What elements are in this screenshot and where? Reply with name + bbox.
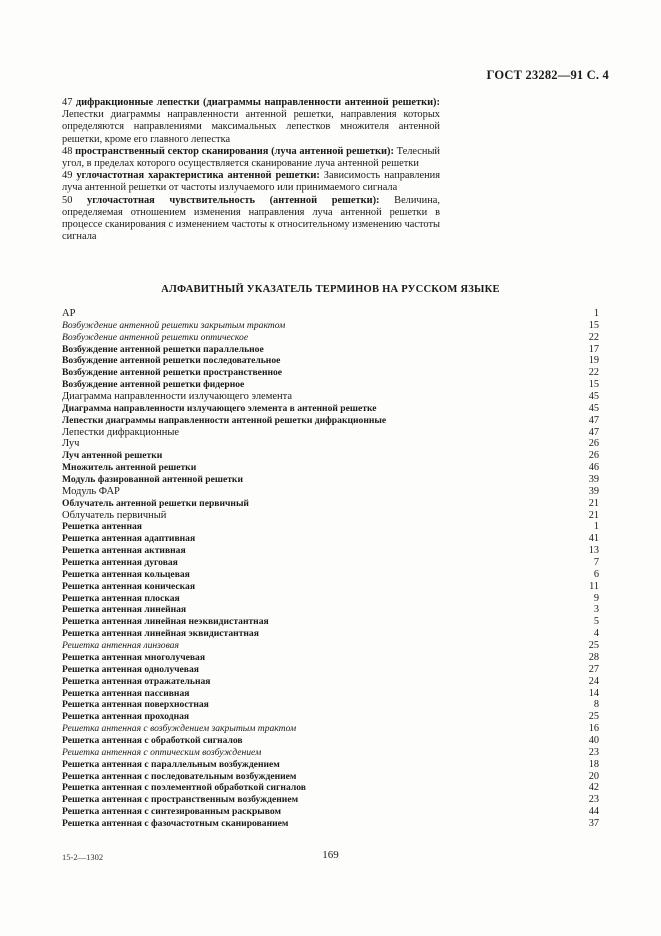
index-entry [62, 415, 599, 427]
index-term: Решетка антенная с возбуждением закрытым трактом [62, 723, 297, 735]
index-page-ref: 1 [593, 308, 599, 319]
index-entry [62, 498, 599, 510]
definition-49 [62, 170, 440, 194]
index-term: Решетка антенная с последовательным возбуждением [62, 770, 297, 782]
index-page-ref: 9 [593, 592, 599, 604]
page-header: ГОСТ 23282—91 С. 4 [486, 68, 609, 82]
index-term: Модуль фазированной антенной решетки [62, 474, 243, 486]
index-page-ref: 27 [588, 663, 599, 675]
index-term: Решетка антенная активная [62, 545, 186, 557]
index-entry [62, 379, 599, 391]
index-entry [62, 391, 599, 403]
index-entry [62, 652, 599, 664]
index-entry [62, 533, 599, 545]
index-entry [62, 723, 599, 735]
index-term: Решетка антенная с фазочастотным сканированием [62, 817, 289, 829]
index-page-ref: 14 [588, 687, 599, 699]
index-entry [62, 759, 599, 771]
footer-print-code: 15-2—1302 [62, 852, 104, 862]
index-page-ref: 20 [588, 770, 599, 782]
index-term: Модуль ФАР [62, 485, 120, 497]
index-entry [62, 367, 599, 379]
index-entry [62, 604, 599, 616]
index-term: Облучатель антенной решетки первичный [62, 497, 249, 509]
index-term: АР [62, 308, 76, 319]
definition-term: углочастотная характеристика антенной решетки: [76, 170, 320, 182]
index-entry [62, 557, 599, 569]
index-term: Возбуждение антенной решетки фидерное [62, 379, 245, 391]
index-page-ref: 23 [588, 794, 599, 806]
definition-text: Зависимость направления луча антенной решетки от частоты излучаемого или принимаемого сигнала [62, 170, 440, 194]
index-term: Решетка антенная с поэлементной обработкой сигналов [62, 782, 306, 794]
index-page-ref: 22 [588, 331, 599, 343]
index-page-ref: 40 [588, 734, 599, 746]
index-page-ref: 37 [588, 817, 599, 829]
index-page-ref: 11 [589, 580, 599, 592]
index-page-ref: 15 [588, 319, 599, 331]
index-entry [62, 332, 599, 344]
index-term: Облучатель первичный [62, 509, 167, 521]
index-term: Решетка антенная пассивная [62, 687, 190, 699]
index-page-ref: 18 [588, 758, 599, 770]
index-entry [62, 616, 599, 628]
index-entry [62, 676, 599, 688]
index-page-ref: 17 [588, 343, 599, 355]
index-page-ref: 5 [593, 616, 599, 628]
index-entry [62, 450, 599, 462]
index-term: Решетка антенная кольцевая [62, 568, 190, 580]
index-page-ref: 23 [588, 746, 599, 758]
index-term: Диаграмма направленности излучающего элемента [62, 391, 293, 403]
definition-48 [62, 146, 440, 170]
index-entry [62, 628, 599, 640]
index-entry [62, 320, 599, 332]
index-term: Решетка антенная с пространственным возбуждением [62, 794, 299, 806]
index-entry [62, 521, 599, 533]
index-page-ref: 46 [588, 462, 599, 474]
index-entry [62, 486, 599, 498]
index-page-ref: 45 [588, 391, 599, 403]
index-term: Решетка антенная с оптическим возбуждением [62, 746, 262, 758]
index-term: Возбуждение антенной решетки последовательное [62, 355, 281, 367]
index-page-ref: 44 [588, 806, 599, 818]
definition-50 [62, 195, 440, 244]
index-page-ref: 4 [593, 628, 599, 640]
index-entry [62, 510, 599, 522]
index-page-ref: 22 [588, 367, 599, 379]
definition-term: дифракционные лепестки (диаграммы направленности антенной решетки): [75, 97, 440, 108]
index-term: Луч антенной решетки [62, 450, 163, 462]
index-term: Лепестки дифракционные [62, 426, 180, 438]
index-term: Решетка антенная отражательная [62, 675, 211, 687]
definition-text: Лепестки диаграммы направленности антенной решетки, направления которых определяются направлениями максимальных лепестков множителя антенной решетки, кроме его главного лепестка [62, 109, 440, 145]
index-entry [62, 581, 599, 593]
index-page-ref: 25 [588, 711, 599, 723]
index-page-ref: 45 [588, 402, 599, 414]
index-page-ref: 42 [588, 782, 599, 794]
index-title: АЛФАВИТНЫЙ УКАЗАТЕЛЬ ТЕРМИНОВ НА РУССКОМ ЯЗЫКЕ [161, 284, 500, 295]
definition-47 [62, 97, 440, 146]
index-term: Решетка антенная однолучевая [62, 663, 199, 675]
index-page-ref: 16 [588, 723, 599, 735]
index-entry [62, 438, 599, 450]
term-index [62, 308, 599, 830]
index-term: Лепестки диаграммы направленности антенной решетки дифракционные [62, 414, 387, 426]
index-page-ref: 24 [588, 675, 599, 687]
index-page-ref: 6 [593, 568, 599, 580]
index-term: Возбуждение антенной решетки оптическое [62, 331, 249, 343]
index-term: Решетка антенная линейная неэквидистантная [62, 616, 269, 628]
index-term: Решетка антенная многолучевая [62, 651, 206, 663]
index-term: Диаграмма направленности излучающего элемента в антенной решетке [62, 402, 377, 414]
index-term: Возбуждение антенной решетки параллельное [62, 343, 264, 355]
index-entry [62, 711, 599, 723]
index-term: Возбуждение антенной решетки закрытым трактом [62, 319, 286, 331]
index-page-ref: 19 [588, 355, 599, 367]
index-page-ref: 39 [588, 485, 599, 497]
index-page-ref: 13 [588, 545, 599, 557]
index-page-ref: 41 [588, 533, 599, 545]
index-entry [62, 474, 599, 486]
index-page-ref: 28 [588, 651, 599, 663]
index-entry [62, 569, 599, 581]
definition-number: 48 [62, 145, 73, 157]
definition-term: пространственный сектор сканирования (луча антенной решетки): [75, 145, 394, 157]
index-entry [62, 344, 599, 356]
index-entry [62, 427, 599, 439]
index-page-ref: 8 [593, 699, 599, 711]
definition-text: Величина, определяемая отношением изменения направления луча антенной решетки в процессе сканирования с изменением частоты к относительному изменению частоты сигнала [62, 194, 440, 243]
index-entry [62, 806, 599, 818]
index-page-ref: 26 [588, 438, 599, 450]
index-term: Решетка антенная линейная [62, 604, 187, 616]
index-term: Решетка антенная линейная эквидистантная [62, 628, 259, 640]
index-term: Решетка антенная плоская [62, 592, 180, 604]
index-page-ref: 39 [588, 474, 599, 486]
index-term: Решетка антенная поверхностная [62, 699, 209, 711]
index-page-ref: 26 [588, 450, 599, 462]
index-entry [62, 699, 599, 711]
definition-number: 49 [62, 170, 73, 182]
index-term: Решетка антенная проходная [62, 711, 190, 723]
index-term: Решетка антенная адаптивная [62, 533, 196, 545]
index-entry [62, 403, 599, 415]
index-entry [62, 593, 599, 605]
index-page-ref: 47 [588, 426, 599, 438]
definition-text: Телесный угол, в пределах которого осуществляется сканирование луча антенной решетки [62, 145, 440, 170]
index-term: Возбуждение антенной решетки пространственное [62, 367, 283, 379]
index-term: Решетка антенная с синтезированным раскрывом [62, 806, 282, 818]
index-page-ref: 15 [588, 379, 599, 391]
page-number: 169 [322, 849, 339, 861]
index-term: Решетка антенная коническая [62, 580, 196, 592]
index-entry [62, 355, 599, 367]
index-entry [62, 747, 599, 759]
index-page-ref: 21 [588, 497, 599, 509]
index-page-ref: 7 [593, 557, 599, 569]
index-page-ref: 47 [588, 414, 599, 426]
index-page-ref: 3 [593, 604, 599, 616]
index-term: Решетка антенная с обработкой сигналов [62, 734, 243, 746]
index-entry [62, 818, 599, 830]
index-entry [62, 735, 599, 747]
index-page-ref: 1 [593, 521, 599, 533]
index-entry [62, 640, 599, 652]
index-term: Множитель антенной решетки [62, 462, 197, 474]
definitions-block [62, 97, 440, 243]
index-entry [62, 462, 599, 474]
definition-number: 47 [62, 97, 73, 108]
index-entry [62, 664, 599, 676]
index-term: Решетка антенная линзовая [62, 640, 179, 652]
index-term: Луч [62, 438, 80, 450]
index-entry [62, 794, 599, 806]
index-page-ref: 21 [588, 509, 599, 521]
index-term: Решетка антенная дуговая [62, 557, 178, 569]
index-entry [62, 771, 599, 783]
index-term: Решетка антенная [62, 521, 142, 533]
index-entry [62, 308, 599, 320]
index-entry [62, 782, 599, 794]
index-entry [62, 688, 599, 700]
index-page-ref: 25 [588, 640, 599, 652]
index-entry [62, 545, 599, 557]
index-term: Решетка антенная с параллельным возбуждением [62, 758, 280, 770]
definition-number: 50 [62, 194, 73, 206]
definition-term: углочастотная чувствительность (антенной решетки): [87, 194, 380, 206]
